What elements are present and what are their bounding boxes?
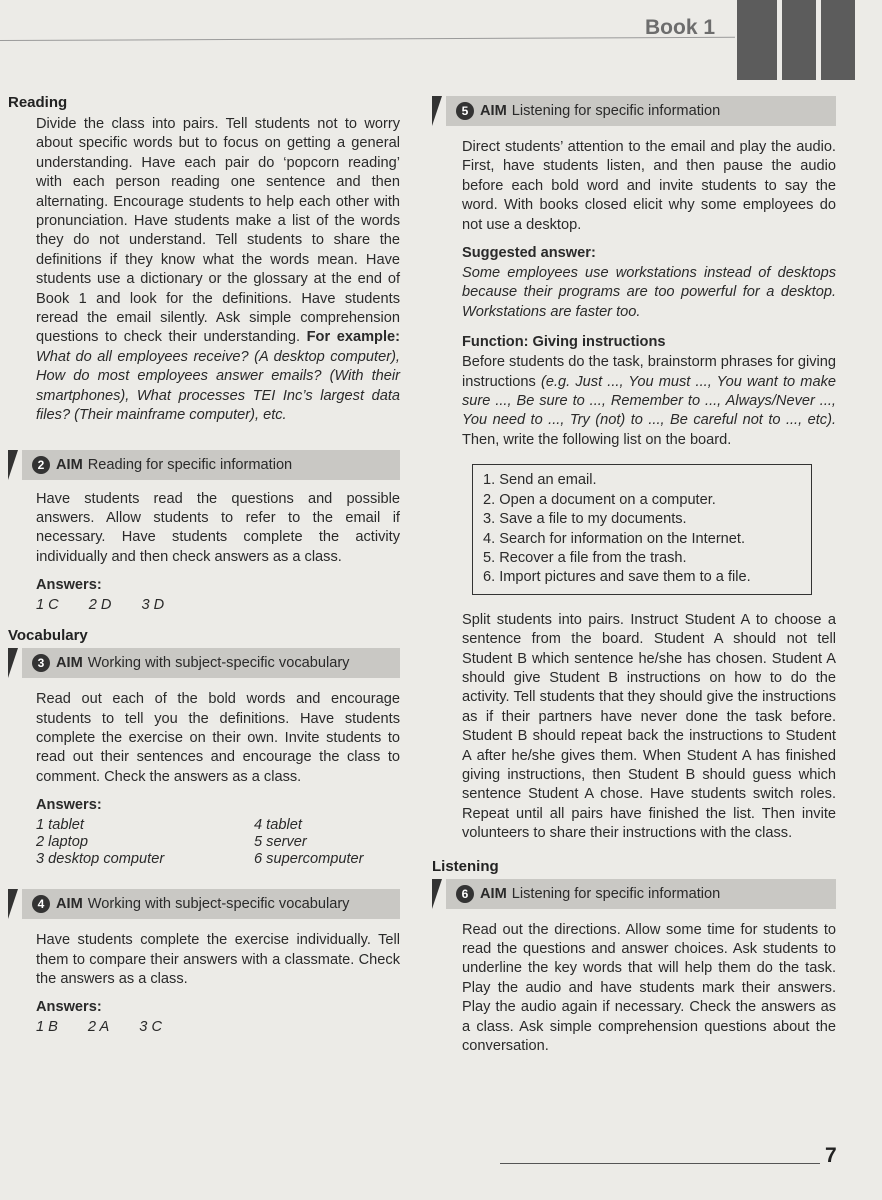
- aim-title: Reading for specific information: [87, 456, 293, 473]
- aim-band: [446, 879, 836, 909]
- answers-label: Answers:: [36, 797, 102, 814]
- aim-title: Working with subject-specific vocabulary: [87, 896, 350, 913]
- answer-item: 1 C: [36, 597, 59, 614]
- function-text: Before students do the task, brainstorm phrases for giving instructions: [462, 354, 836, 390]
- header-rule: [0, 37, 735, 41]
- aim-header-6: [432, 879, 836, 909]
- answer-item: 5 server: [254, 834, 307, 851]
- aim-number: 6: [456, 885, 474, 903]
- function-examples: (e.g. Just ..., You must ..., You want to make sure ..., Be sure to ..., Remember to ..., Always/Never ..., You need to ..., Try (not) to ..., Be careful not to ..., etc).: [462, 373, 836, 429]
- answer-item: 2 A: [87, 1019, 110, 1036]
- answer-item: 4 tablet: [254, 817, 302, 834]
- answer-item: 2 D: [88, 597, 112, 614]
- header-tab: [737, 0, 777, 80]
- list-item: 1. Send an email.: [483, 472, 597, 489]
- book-label: Book 1: [645, 16, 716, 39]
- answer-item: 1 B: [36, 1019, 58, 1036]
- aim-header-4: [8, 889, 400, 919]
- answers-label: Answers:: [36, 999, 102, 1016]
- aim-number: 3: [32, 654, 50, 672]
- aim-number: 5: [456, 102, 474, 120]
- aim3-text: Read out each of the bold words and encourage students to tell you the definitions. Have students complete the exercise on their own. Invite students to read out their sentences and encourage the class to comment. Check the answers as a class.: [36, 691, 400, 785]
- aim-band: [22, 648, 400, 678]
- list-item: 6. Import pictures and save them to a file.: [483, 569, 751, 586]
- answer-item: 3 desktop computer: [36, 851, 165, 868]
- header-tab: [821, 0, 855, 80]
- header-tab: [782, 0, 816, 80]
- aim-band: [22, 889, 400, 919]
- aim-header-2: [8, 450, 400, 480]
- aim-label: AIM: [56, 655, 83, 672]
- answers-grid: [36, 817, 400, 867]
- aim5-text: Direct students’ attention to the email and play the audio. First, have students listen, and then pause the audio before each bold word and invite students to say the word. With books closed elicit why some employees do not use a desktop.: [462, 139, 836, 233]
- aim-wedge: [8, 450, 18, 480]
- answer-item: 6 supercomputer: [254, 851, 364, 868]
- aim-label: AIM: [56, 456, 83, 473]
- aim-label: AIM: [480, 103, 507, 119]
- answer-item: 3 C: [139, 1019, 162, 1036]
- aim-number: 4: [32, 895, 50, 913]
- aim3-body: [8, 690, 400, 867]
- aim-band: [446, 96, 836, 126]
- answers-label: Answers:: [36, 577, 102, 594]
- aim-wedge: [8, 648, 18, 678]
- aim-wedge: [432, 96, 442, 126]
- aim-label: AIM: [480, 885, 507, 902]
- suggested-answer-label: Suggested answer:: [462, 245, 596, 262]
- aim4-text: Have students complete the exercise individually. Tell them to compare their answers with a classmate. Check the answers as a class.: [36, 932, 400, 987]
- left-column: [8, 94, 400, 1035]
- aim4-body: [8, 931, 400, 1035]
- aim-header-5: [432, 96, 836, 126]
- aim5-body: [432, 138, 836, 450]
- aim-label: AIM: [56, 896, 83, 913]
- list-item: 4. Search for information on the Internet.: [483, 530, 746, 547]
- aim-title: Listening for specific information: [511, 885, 721, 902]
- list-item: 2. Open a document on a computer.: [483, 491, 716, 508]
- answers-row: [36, 1019, 400, 1035]
- right-column: [432, 96, 836, 1056]
- list-item: 5. Recover a file from the trash.: [483, 549, 687, 566]
- function-text: Then, write the following list on the board.: [462, 431, 732, 448]
- instructions-list-box: [472, 464, 812, 594]
- answer-item: 1 tablet: [36, 817, 84, 834]
- list-item: 3. Save a file to my documents.: [483, 511, 687, 528]
- for-example-label: For example:: [306, 329, 400, 346]
- aim-number: 2: [32, 456, 50, 474]
- answer-item: 3 D: [141, 597, 165, 614]
- aim-band: [22, 450, 400, 480]
- aim-title: Listening for specific information: [511, 103, 721, 119]
- section-title-listening: Listening: [432, 857, 499, 875]
- answer-item: 2 laptop: [36, 834, 88, 851]
- aim-header-3: [8, 648, 400, 678]
- split-body: [432, 611, 836, 844]
- page-number: 7: [825, 1144, 837, 1167]
- example-text: What do all employees receive? (A desktop computer), How do most employees answer emails? (With their smartphones), What processes TEI Inc’s largest data files? (Their mainframe computer), etc.: [36, 348, 400, 424]
- aim2-text: Have students read the questions and possible answers. Allow students to refer to the email if necessary. Have students complete the activity individually and then check answers as a class.: [36, 490, 400, 565]
- aim6-body: [432, 921, 836, 1057]
- suggested-answer-text: Some employees use workstations instead of desktops because their programs are too powerful for a desktop. Workstations are faster too.: [462, 265, 836, 320]
- aim2-body: [8, 490, 400, 614]
- aim-wedge: [432, 879, 442, 909]
- section-title-reading: Reading: [8, 94, 68, 111]
- footer-rule: [500, 1163, 820, 1164]
- aim-title: Working with subject-specific vocabulary: [87, 655, 350, 672]
- function-paragraph: [462, 353, 836, 450]
- reading-text: Divide the class into pairs. Tell students not to worry about specific words but to focus on getting a general understanding. Have each pair do ‘popcorn reading’ with each person reading one sentence and then alternating. Encourage students to help each other with pronunciation. Have students make a list of the words they do not understand. Tell students to share the definitions if they know what the words mean. Have students use a dictionary or the glossary at the end of Book 1 and look for the definitions. Have students reread the email silently. Ask simple comprehension questions to check their understanding.: [36, 116, 400, 346]
- section-title-vocabulary: Vocabulary: [8, 627, 88, 645]
- aim6-text: Read out the directions. Allow some time for students to read the questions and answer choices. Ask students to underline the key words that will help them do the task. Play the audio and have students mark their answers. Play the audio again if necessary. Check the answers as a class. Ask simple comprehension questions about the conversation.: [462, 921, 836, 1055]
- aim-wedge: [8, 889, 18, 919]
- answers-row: [36, 597, 400, 613]
- split-text: Split students into pairs. Instruct Student A to choose a sentence from the board. Student A should not tell Student B which sentence he/she has chosen. Student A should give Student B instructions on how to do the activity. Tell students that they should give the instructions as if their partners have never done the task before. Student B should repeat back the instructions to Student A after he/she gives them. When Student A has finished giving instructions, then Student B should guess which sentence Student A chose. Have students switch roles. Repeat until all pairs have finished the list. Then invite volunteers to share their instructions with the class.: [462, 611, 836, 842]
- reading-paragraph: [8, 115, 400, 426]
- function-label: Function: Giving instructions: [462, 334, 666, 351]
